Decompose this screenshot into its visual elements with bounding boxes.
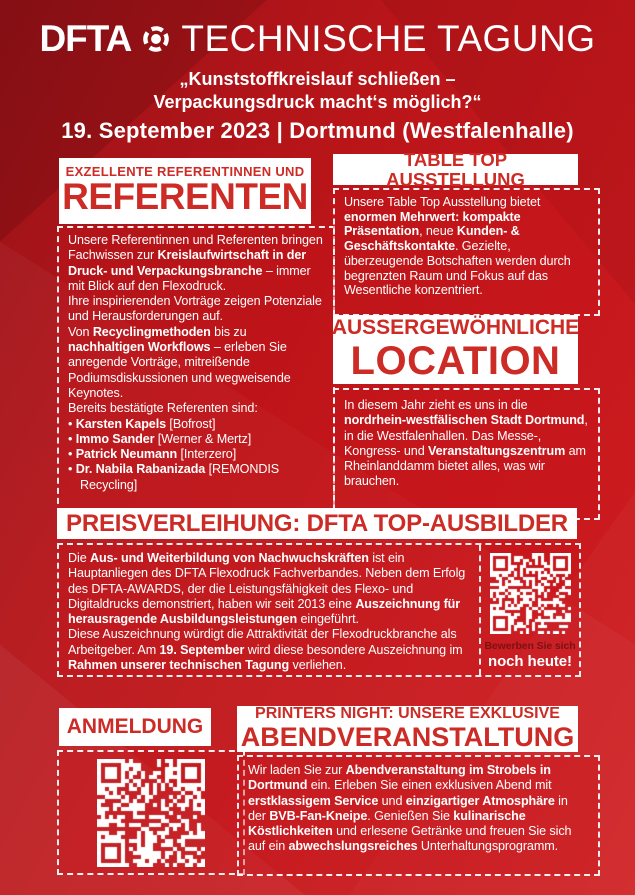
qr-note-line2: noch heute!	[488, 652, 572, 670]
preisverleihung-header: PREISVERLEIHUNG: DFTA TOP-AUSBILDER	[66, 509, 568, 537]
tabletop-header: TABLE TOP AUSSTELLUNG	[386, 149, 525, 190]
referenten-header-small: EXZELLENTE REFERENTINNEN UND	[65, 163, 305, 179]
speaker-item: • Immo Sander [Werner & Mertz]	[68, 431, 252, 446]
printersnight-section-body	[237, 755, 600, 876]
printersnight-section-header	[237, 706, 578, 752]
location-section-header	[333, 315, 578, 384]
preisverleihung-text: Die Aus- und Weiterbildung von Nachwuchskräften ist ein Hauptanliegen des DFTA Flexodruck Fachverbandes. Neben dem Erfolg des DFTA-AWARDS, der die Leistungsfähigkeit des Flexo- und Digitaldrucks demonstriert, haben wir seit 2013 eine Auszeichnung für herausragende Ausbildungsleistungen eingeführt. Diese Auszeichnung würdigt die Attraktivität der Flexodruckbranche als Arbeitgeber. Am 19. September wird diese besondere Auszeichnung im Rahmen unserer technischen Tagung verliehen.	[68, 551, 466, 673]
bewerbung-qr-code	[490, 553, 571, 634]
tabletop-section-body	[333, 188, 600, 316]
printersnight-header-big: ABENDVERANSTALTUNG	[240, 722, 575, 753]
preisverleihung-section-body	[57, 543, 581, 677]
anmeldung-section-header	[59, 708, 211, 746]
printersnight-text: Wir laden Sie zur Abendveranstaltung im Strobels in Dortmund ein. Erleben Sie einen exklusiven Abend mit erstklassigem Service und einzigartiger Atmosphäre in der BVB-Fan-Kneipe. Genießen Sie kulinarische Köstlichkeiten und erlesene Getränke und freuen Sie sich auf ein abwechslungsreiches Unterhaltungsprogramm.	[248, 763, 572, 854]
speaker-item: • Patrick Neumann [Interzero]	[68, 447, 237, 462]
location-header-big: LOCATION	[350, 338, 561, 383]
subtitle-line-1: „Kunststoffkreislauf schließen –	[179, 69, 456, 89]
referenten-text: Unsere Referentinnen und Referenten bringen Fachwissen zur Kreislaufwirtschaft in der Druck- und Verpackungsbranche – immer mit Blick auf den Flexodruck. Ihre inspirierenden Vorträge zeigen Potenziale und Herausforderungen auf. Von Recyclingmethoden bis zu nachhaltigen Workflows – erleben Sie anregende Vorträge, mitreißende Podiumsdiskussionen und wegweisende Keynotes. Bereits bestätigte Referenten sind:	[68, 233, 323, 416]
referenten-header-big: REFERENTEN	[62, 176, 308, 218]
anmeldung-qr-code	[97, 759, 205, 867]
location-section-body	[333, 388, 600, 520]
speaker-list	[68, 417, 324, 493]
tabletop-section-header	[333, 149, 578, 190]
speaker-item: • Dr. Nabila Rabanizada [REMONDIS Recycling]	[68, 462, 280, 492]
preisverleihung-section-header	[57, 508, 577, 539]
event-date-location: 19. September 2023 | Dortmund (Westfalenhalle)	[61, 118, 574, 143]
header-logo-row	[0, 20, 635, 57]
target-registration-icon	[141, 24, 171, 54]
location-text: In diesem Jahr zieht es uns in die nordrhein-westfälischen Stadt Dortmund, in die Westfalenhallen. Das Messe-, Kongress- und Veranstaltungszentrum am Rheinlanddamm bietet alles, was wir brauchen.	[344, 398, 588, 489]
printersnight-header-small: PRINTERS NIGHT: UNSERE EXKLUSIVE	[255, 705, 560, 723]
anmeldung-section-body	[57, 750, 245, 875]
event-subtitle	[0, 68, 635, 114]
qr-note-line1: Bewerben Sie sich	[484, 640, 576, 652]
referenten-section-body	[57, 226, 335, 514]
tabletop-text: Unsere Table Top Ausstellung bietet enormen Mehrwert: kompakte Präsentation, neue Kunden- & Geschäftskontakte. Gezielte, überzeugende Botschaften werden durch begrenzten Raum und Fokus auf das Wesentliche konzentriert.	[344, 195, 571, 298]
referenten-section-header	[59, 158, 311, 224]
anmeldung-header: ANMELDUNG	[66, 714, 204, 738]
event-title: TECHNISCHE TAGUNG	[181, 18, 596, 59]
location-header-small: AUSSERGEWÖHNLICHE	[331, 316, 580, 340]
subtitle-line-2: Verpackungsdruck macht‘s möglich?“	[153, 92, 482, 112]
dfta-logo: DFTA	[39, 18, 132, 59]
preisverleihung-qr-column	[479, 545, 579, 675]
speaker-item: • Karsten Kapels [Bofrost]	[68, 416, 216, 431]
